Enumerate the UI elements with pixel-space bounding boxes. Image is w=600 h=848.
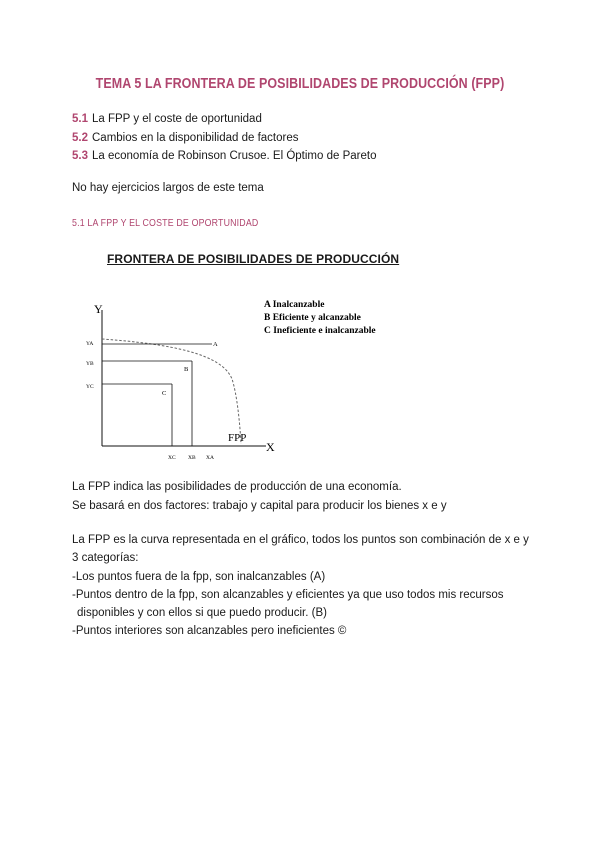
x-tick-b: XB bbox=[188, 455, 196, 461]
toc-item bbox=[72, 110, 376, 129]
toc-text: La economía de Robinson Crusoe. El Óptimo de Pareto bbox=[92, 150, 377, 162]
toc-number: 5.2 bbox=[72, 131, 88, 144]
paragraph-line: -Puntos interiores son alcanzables pero ineficientes © bbox=[72, 625, 347, 638]
y-axis-label: Y bbox=[94, 302, 103, 316]
toc-number: 5.3 bbox=[72, 150, 88, 162]
paragraph-categories bbox=[72, 531, 542, 641]
y-tick-a: YA bbox=[86, 341, 94, 347]
paragraph-line: Se basará en dos factores: trabajo y capital para producir los bienes x e y bbox=[72, 499, 447, 512]
paragraph-line: La FPP es la curva representada en el gráfico, todos los puntos son combinación de x e y bbox=[72, 534, 529, 546]
point-b-label: B bbox=[184, 366, 189, 373]
section-heading: 5.1 LA FPP Y EL COSTE DE OPORTUNIDAD bbox=[72, 217, 259, 229]
note: No hay ejercicios largos de este tema bbox=[72, 182, 264, 194]
legend-item-c: C Ineficiente e inalcanzable bbox=[264, 326, 376, 336]
x-tick-c: XC bbox=[168, 455, 176, 461]
legend-item-a: A Inalcanzable bbox=[264, 300, 325, 310]
paragraph-line: -Los puntos fuera de la fpp, son inalcanzables (A) bbox=[72, 570, 326, 583]
toc-text: La FPP y el coste de oportunidad bbox=[92, 113, 262, 125]
y-tick-c: YC bbox=[86, 384, 94, 390]
point-c-label: C bbox=[162, 390, 167, 397]
toc-number: 5.1 bbox=[72, 113, 88, 125]
toc-item bbox=[72, 129, 376, 148]
fpp-curve bbox=[102, 339, 241, 444]
paragraph-line: 3 categorías: bbox=[72, 552, 139, 565]
table-of-contents bbox=[72, 110, 376, 166]
figure-title: FRONTERA DE POSIBILIDADES DE PRODUCCIÓN bbox=[107, 252, 400, 266]
y-tick-b: YB bbox=[86, 361, 94, 367]
paragraph-line: disponibles y con ellos si que puedo producir. (B) bbox=[77, 607, 327, 620]
toc-item bbox=[72, 147, 376, 166]
legend-item-b: B Eficiente y alcanzable bbox=[264, 313, 361, 323]
ppf-graph bbox=[82, 294, 402, 469]
page-title: TEMA 5 LA FRONTERA DE POSIBILIDADES DE PRODUCCIÓN (FPP) bbox=[95, 76, 505, 92]
toc-text: Cambios en la disponibilidad de factores bbox=[92, 131, 299, 144]
paragraph-line: -Puntos dentro de la fpp, son alcanzables y eficientes ya que uso todos mis recursos bbox=[72, 588, 504, 601]
fpp-label: FPP bbox=[228, 432, 247, 444]
paragraph-line: La FPP indica las posibilidades de producción de una economía. bbox=[72, 481, 402, 493]
paragraph-intro bbox=[72, 478, 447, 515]
x-axis-label: X bbox=[266, 440, 275, 454]
point-a-label: A bbox=[213, 341, 218, 348]
x-tick-a: XA bbox=[206, 455, 214, 461]
